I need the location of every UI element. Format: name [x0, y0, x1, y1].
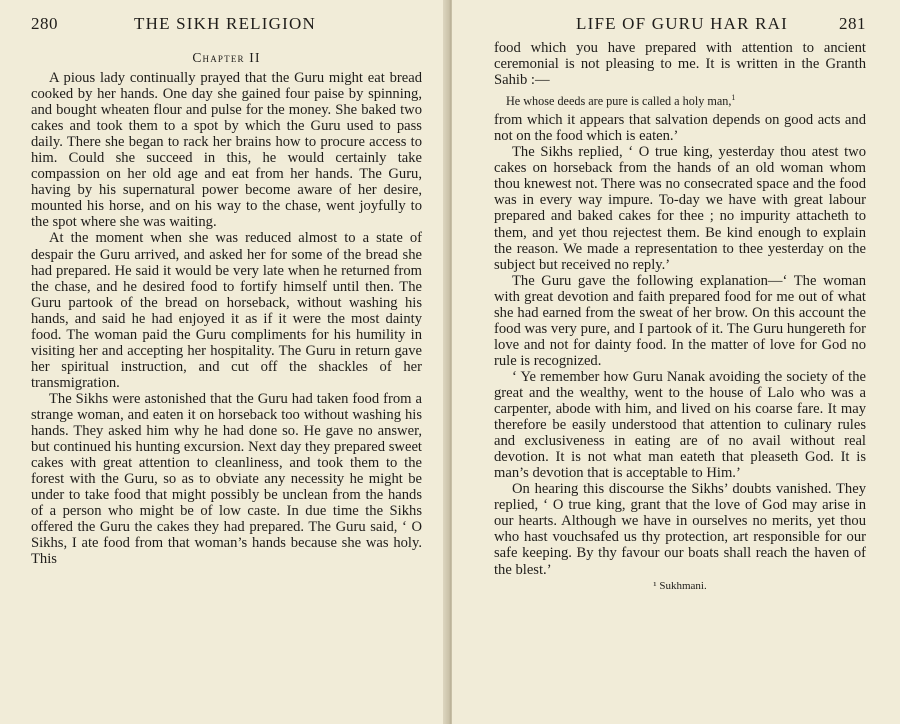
left-page-header — [31, 14, 422, 40]
running-head: LIFE OF GURU HAR RAI — [576, 14, 788, 33]
paragraph: ‘ Ye remember how Guru Nanak avoiding the society of the great and the wealthy, went to the house of Lalo who was a carpenter, abode with him, and lived on his coarse fare. It may therefore be easily understood that attention to culinary rules and exclusiveness in eating are of no avail without real devotion. It is not what man eateth that pleaseth God. It is man’s devotion that is acceptable to Him.’ — [494, 368, 866, 482]
running-head: THE SIKH RELIGION — [134, 14, 316, 33]
paragraph: On hearing this discourse the Sikhs’ doubts vanished. They replied, ‘ O true king, grant that the love of God may arise in our hearts. Although we have in ourselves no merits, yet thou who hast vouchsafed us thy protection, art responsible for our safe keeping. By thy favour our boats shall reach the haven of the blest.’ — [494, 481, 866, 578]
right-page — [452, 0, 900, 724]
chapter-heading: Chapter II — [192, 50, 261, 65]
block-quote — [506, 90, 866, 109]
left-page — [0, 0, 448, 724]
footnote: ¹ Sukhmani. — [653, 579, 707, 592]
page-number: 281 — [839, 14, 866, 33]
paragraph: The Sikhs were astonished that the Guru had taken food from a strange woman, and eaten it on horseback too without washing his hands. They asked him why he had done so. He gave no answer, but continued his hunting excursion. Next day they prepared sweet cakes with great attention to cleanliness, and took them to the forest with the Guru, so as to obviate any necessity he might be under to take food that might possibly be unclean from the hands of a person who might be of low caste. In due time the Sikhs offered the Guru the cakes they had prepared. The Guru said, ‘ O Sikhs, I ate food from that woman’s hands because she was holy. This — [31, 390, 422, 568]
paragraph: The Sikhs replied, ‘ O true king, yesterday thou atest two cakes on horseback from the hands of an old woman whom thou knewest not. There was no consecrated space and the food was in every way impure. To-day we have with great labour prepared and baked cakes for thee ; no impurity attacheth to them, and yet thou rejectest them. Be kind enough to explain the reason. We made a representation to thee yesterday on the subject but received no reply.’ — [494, 144, 866, 273]
paragraph: A pious lady continually prayed that the Guru might eat bread cooked by her hands. One day she gained four paise by spinning, and bought wheaten flour and pulse for the money. She baked two cakes and took them to a spot by which the Guru used to pass daily. There she began to rack her brains how to procure access to him. Could she succeed in this, he would certainly take compassion on her old age and eat from her hands. The Guru, having by his supernatural power become aware of her desire, mounted his horse, and on his way to the chase, went joyfully to the spot where she was waiting. — [31, 70, 422, 231]
paragraph: food which you have prepared with attention to ancient ceremonial is not pleasing to me. It is written in the Granth Sahib :— — [494, 40, 866, 89]
paragraph: At the moment when she was reduced almost to a state of despair the Guru arrived, and asked her for some of the bread she had prepared. He said it would be very late when he returned from the chase, and he desired food to fortify himself until then. The Guru partook of the bread on horseback, without washing his hands, and said he had enjoyed it as if it were the most dainty food. The woman paid the Guru compliments for his humility in visiting her and accepting her hospitality. The Guru in return gave her spiritual instruction, and cut off the shackles of her transmigration. — [31, 230, 422, 391]
page-number: 280 — [31, 14, 58, 33]
footnote-marker: 1 — [731, 93, 736, 103]
quote-text: He whose deeds are pure is called a holy man, — [506, 94, 732, 109]
paragraph: The Guru gave the following explanation—‘ The woman with great devotion and faith prepared food for me out of what she had earned from the sweat of her brow. On this account the food was very pure, and I partook of it. The Guru hungereth for love and not for dainty food. In the matter of love for God no rule is recognized. — [494, 272, 866, 369]
paragraph: from which it appears that salvation depends on good acts and not on the food which is eaten.’ — [494, 112, 866, 145]
right-page-header — [494, 14, 866, 40]
